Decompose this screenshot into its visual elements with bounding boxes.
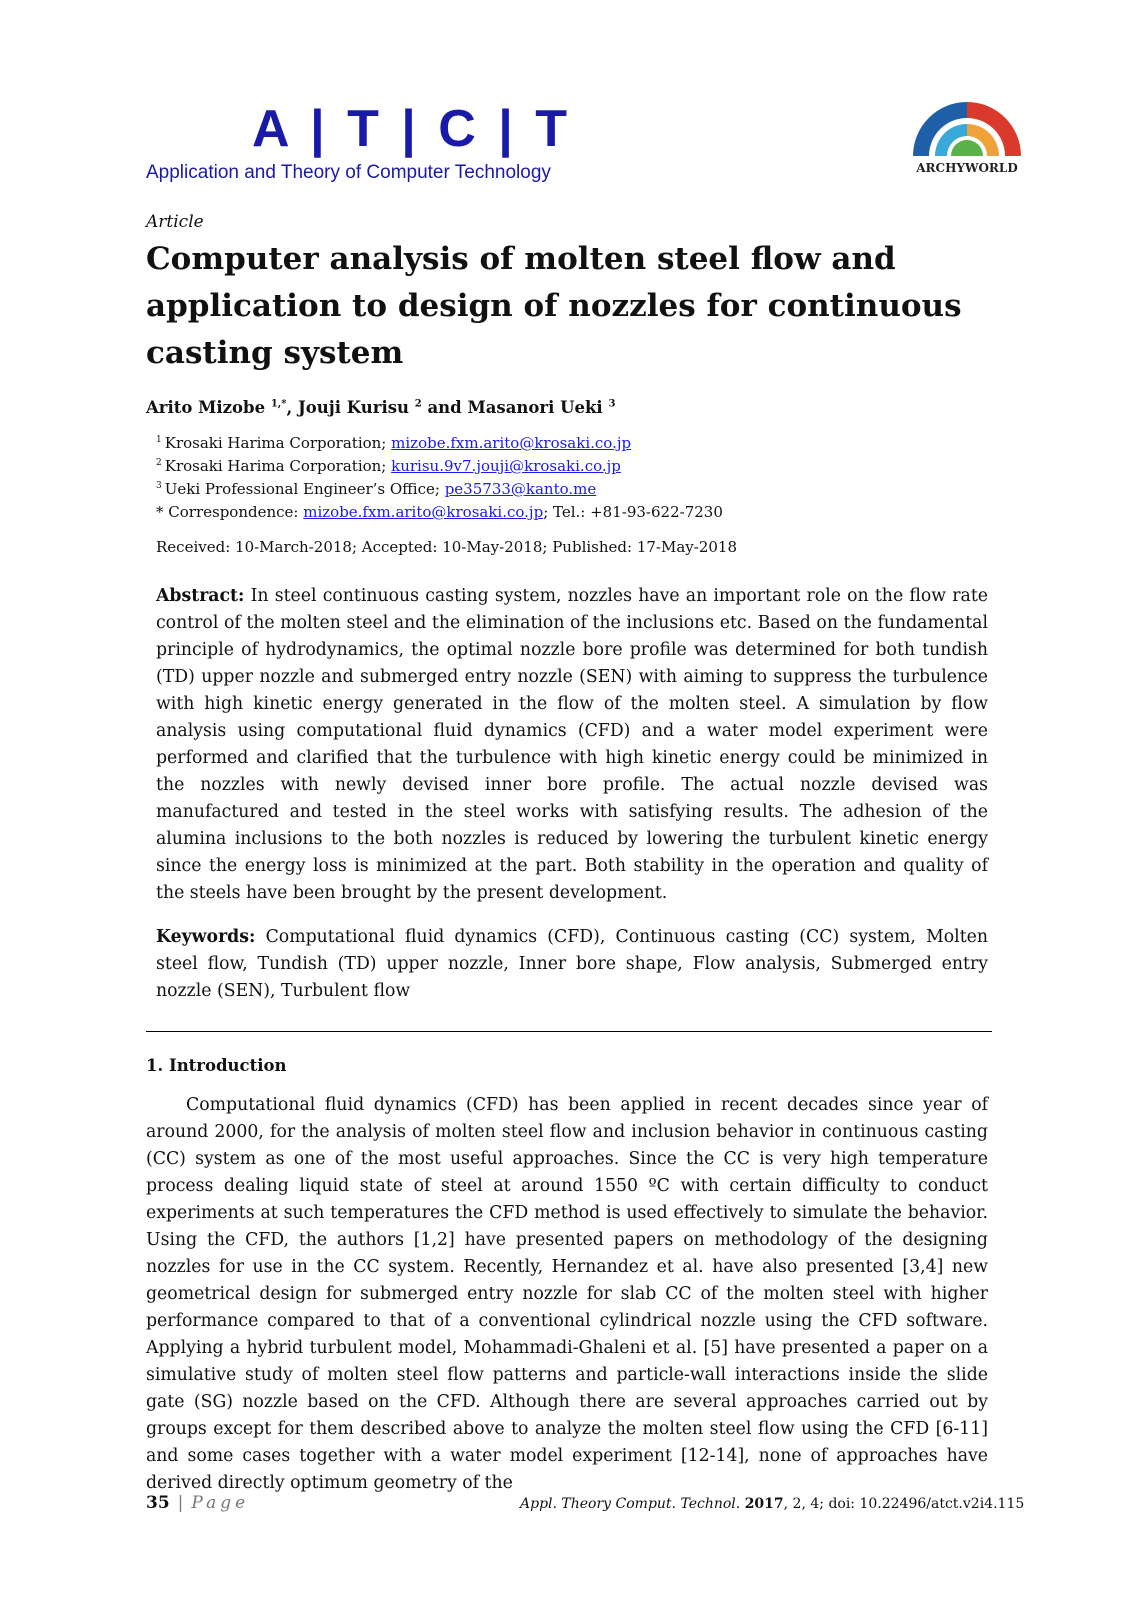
section-heading: 1. Introduction — [146, 1056, 287, 1075]
citation-volume-doi: , 2, 4; doi: 10.22496/atct.v2i4.115 — [783, 1496, 1025, 1512]
archyworld-logo-text: ARCHYWORLD — [916, 161, 1018, 175]
author-2-sup: 2 — [414, 398, 422, 410]
journal-logo: A | T | C | T — [252, 100, 572, 158]
author-2: , Jouji Kurisu — [286, 398, 410, 417]
author-list — [146, 398, 615, 417]
keywords — [156, 924, 988, 1005]
correspondence-tel: ; Tel.: +81-93-622-7230 — [543, 503, 723, 521]
journal-name: Application and Theory of Computer Technology — [146, 162, 551, 183]
affiliation-2-number: 2 — [156, 458, 162, 468]
article-type: Article — [146, 212, 204, 232]
article-title: Computer analysis of molten steel flow and application to design of nozzles for continuous casting system — [146, 241, 962, 371]
author-1-sup: 1,* — [270, 398, 287, 410]
author-3: and Masanori Ueki — [421, 398, 603, 417]
affiliation-1-number: 1 — [156, 435, 162, 445]
affiliation-3-text: Ueki Professional Engineer’s Office; — [164, 480, 445, 498]
introduction-paragraph: Computational fluid dynamics (CFD) has been applied in recent decades since year of around 2000, for the analysis of molten steel flow and inclusion behavior in continuous casting (CC) system as one of the most useful approaches. Since the CC is very high temperature process dealing liquid state of steel at around 1550 ºC with certain difficulty to conduct experiments at such temperatures the CFD method is used effectively to simulate the behavior. Using the CFD, the authors [1,2] have presented papers on methodology of the designing nozzles for use in the CC system. Recently, Hernandez et al. have also presented [3,4] new geometrical design for submerged entry nozzle for slab CC of the molten steel with higher performance compared to that of a conventional cylindrical nozzle using the CFD software. Applying a hybrid turbulent model, Mohammadi-Ghaleni et al. [5] have presented a paper on a simulative study of molten steel flow patterns and particle-wall interactions inside the slide gate (SG) nozzle based on the CFD. Although there are several approaches carried out by groups except for them described above to analyze the molten steel flow using the CFD [6-11] and some cases together with a water model experiment [12-14], none of approaches have derived directly optimum geometry of the — [146, 1095, 988, 1493]
page-separator: | — [177, 1493, 184, 1513]
archyworld-logo — [905, 96, 1029, 176]
affiliation-2-text: Krosaki Harima Corporation; — [164, 457, 392, 475]
affiliation-3-number: 3 — [156, 481, 162, 491]
abstract-text: In steel continuous casting system, nozzles have an important role on the flow rate control of the molten steel and the elimination of the inclusions etc. Based on the fundamental principle of hydrodynamics, the optimal nozzle bore profile was determined for both tundish (TD) upper nozzle and submerged entry nozzle (SEN) with aiming to suppress the turbulence with high kinetic energy generated in the flow of the molten steel. A simulation by flow analysis using computational fluid dynamics (CFD) and a water model experiment were performed and clarified that the turbulence with high kinetic energy could be minimized in the nozzles with newly devised inner bore profile. The actual nozzle devised was manufactured and tested in the steel works with satisfying results. The adhesion of the alumina inclusions to the both nozzles is reduced by lowering the turbulent kinetic energy since the energy loss is minimized at the part. Both stability in the operation and quality of the steels have been brought by the present development. — [156, 586, 988, 903]
footer-page-number — [146, 1493, 249, 1513]
affiliation-1-email-link[interactable]: mizobe.fxm.arito@krosaki.co.jp — [391, 434, 632, 452]
journal-abbrev: Appl. Theory Comput. Technol. — [520, 1496, 741, 1512]
affiliation-3 — [156, 480, 596, 498]
author-1: Arito Mizobe — [146, 398, 266, 417]
affiliation-1-text: Krosaki Harima Corporation; — [164, 434, 392, 452]
keywords-label: Keywords: — [156, 927, 256, 947]
affiliation-2-email-link[interactable]: kurisu.9v7.jouji@krosaki.co.jp — [391, 457, 621, 475]
correspondence-label: * Correspondence: — [156, 503, 304, 521]
author-3-sup: 3 — [608, 398, 616, 410]
citation-year: 2017 — [744, 1496, 784, 1512]
section-divider — [146, 1031, 992, 1032]
affiliation-1 — [156, 434, 631, 452]
correspondence — [156, 503, 723, 521]
page-word: Page — [191, 1493, 250, 1513]
abstract-label: Abstract: — [156, 586, 245, 606]
page-number: 35 — [146, 1493, 170, 1513]
correspondence-email-link[interactable]: mizobe.fxm.arito@krosaki.co.jp — [303, 503, 544, 521]
keywords-text: Computational fluid dynamics (CFD), Continuous casting (CC) system, Molten steel flow, Tundish (TD) upper nozzle, Inner bore shape, Flow analysis, Submerged entry nozzle (SEN), Turbulent flow — [156, 927, 988, 1001]
abstract — [156, 583, 988, 907]
footer-citation — [520, 1496, 1024, 1512]
affiliation-2 — [156, 457, 621, 475]
introduction-body — [146, 1092, 988, 1497]
publication-dates: Received: 10-March-2018; Accepted: 10-May-2018; Published: 17-May-2018 — [156, 538, 737, 556]
affiliation-3-email-link[interactable]: pe35733@kanto.me — [444, 480, 597, 498]
